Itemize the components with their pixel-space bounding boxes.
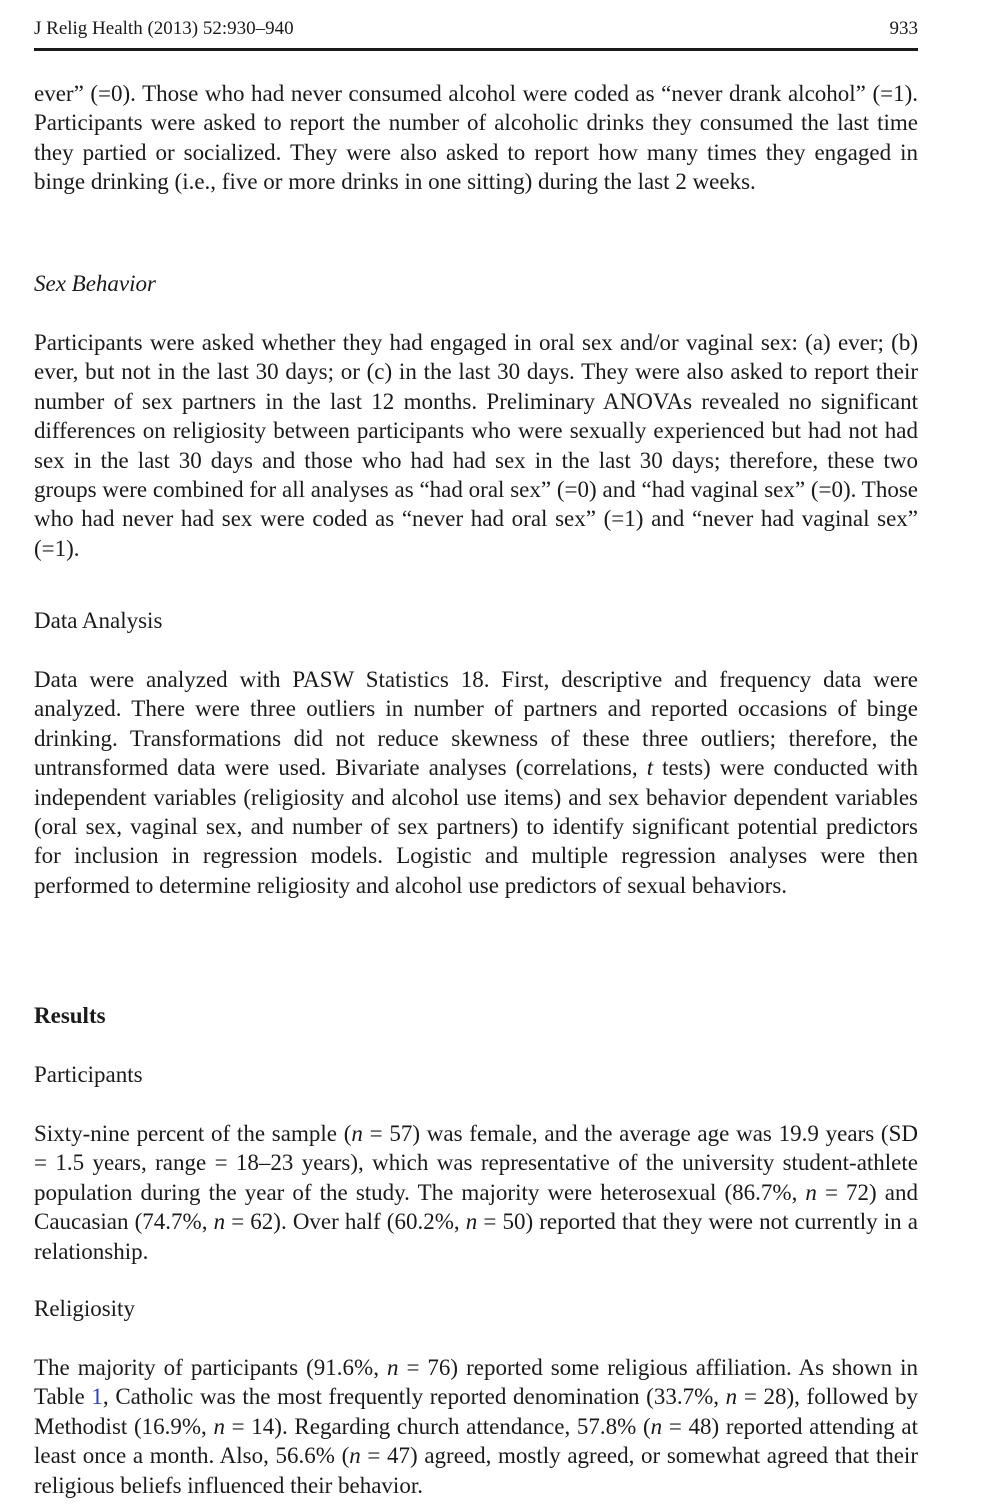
participants-text: Sixty-nine percent of the sample (: [34, 1121, 352, 1146]
heading-sex-behavior: Sex Behavior: [34, 271, 156, 296]
n-symbol: n: [349, 1443, 361, 1469]
paragraph-participants: [34, 1119, 918, 1266]
religiosity-text: , Catholic was the most frequently reported denomination (33.7%,: [102, 1384, 726, 1410]
data-analysis-text-b: tests) were conducted with independent variables (religiosity and alcohol use items) and sex behavior dependent variables (oral sex, vaginal sex, and number of sex partners) to identify significant potential predictors for inclusion in regression models. Logistic and multiple regression analyses were then performed to determine religiosity and alcohol use predictors of sexual behaviors.: [34, 755, 918, 898]
heading-participants: Participants: [34, 1062, 143, 1087]
participants-text: = 57) was female, and the average age was 19.9 years (SD = 1.5 years, range = 18–23 years), which was representative of the university student-athlete population during the year of the study. The majority were heterosexual (86.7%,: [34, 1121, 918, 1205]
n-symbol: n: [465, 1209, 478, 1235]
religiosity-text: = 48) reported attending at least once a month. Also, 56.6% (: [34, 1413, 918, 1469]
heading-results: Results: [34, 1003, 106, 1028]
religiosity-text: = 47) agreed, mostly agreed, or somewhat agreed that their religious beliefs influenced their behavior.: [34, 1443, 918, 1498]
page-number: 933: [889, 18, 918, 39]
data-analysis-text-a: Data were analyzed with PASW Statistics 18. First, descriptive and frequency data were analyzed. There were three outliers in number of partners and reported occasions of binge drinking. Transformations did not reduce skewness of these three outliers; therefore, the untransformed data were used. Bivariate analyses (correlations,: [34, 667, 918, 781]
paragraph-sex-behavior: Participants were asked whether they had engaged in oral sex and/or vaginal sex: (a) ever; (b) ever, but not in the last 30 days; or (c) in the last 30 days. They were also asked to report their number of sex partners in the last 12 months. Preliminary ANOVAs revealed no significant differences on religiosity between participants who were sexually experienced but had not had sex in the last 30 days and those who had had sex in the last 30 days; therefore, these two groups were combined for all analyses as “had oral sex” (=0) and “had vaginal sex” (=0). Those who had never had sex were coded as “never had oral sex” (=1) and “never had vaginal sex” (=1).: [34, 330, 918, 561]
running-head: [34, 16, 918, 51]
religiosity-text: = 28), followed by Methodist (16.9%,: [34, 1384, 918, 1439]
table-1-link[interactable]: 1: [91, 1384, 103, 1410]
n-symbol: n: [650, 1413, 663, 1439]
paragraph-alcohol-coding: ever” (=0). Those who had never consumed alcohol were coded as “never drank alcohol” (=1). Participants were asked to report the number of alcoholic drinks they consumed the last time they partied or socialized. They were also asked to report how many times they engaged in binge drinking (i.e., five or more drinks in one sitting) during the last 2 weeks.: [34, 81, 918, 195]
n-symbol: n: [386, 1355, 399, 1380]
participants-text: = 50) reported that they were not currently in a relationship.: [34, 1209, 918, 1264]
journal-citation: J Relig Health (2013) 52:930–940: [34, 18, 294, 39]
religiosity-text: The majority of participants (91.6%,: [34, 1355, 387, 1380]
n-symbol: n: [213, 1413, 225, 1439]
paragraph-data-analysis: [34, 665, 918, 900]
n-symbol: n: [725, 1384, 738, 1410]
paragraph-religiosity: [34, 1353, 918, 1500]
participants-text: = 72) and Caucasian (74.7%,: [34, 1179, 918, 1235]
n-symbol: n: [351, 1121, 363, 1146]
n-symbol: n: [213, 1209, 226, 1235]
t-symbol: t: [646, 755, 654, 781]
heading-religiosity: Religiosity: [34, 1296, 135, 1321]
religiosity-text: = 76) reported some religious affiliation. As shown in Table: [34, 1355, 918, 1410]
religiosity-text: = 14). Regarding church attendance, 57.8% (: [224, 1413, 651, 1439]
heading-data-analysis: Data Analysis: [34, 608, 163, 633]
participants-text: = 62). Over half (60.2%,: [225, 1209, 466, 1235]
n-symbol: n: [805, 1179, 817, 1205]
